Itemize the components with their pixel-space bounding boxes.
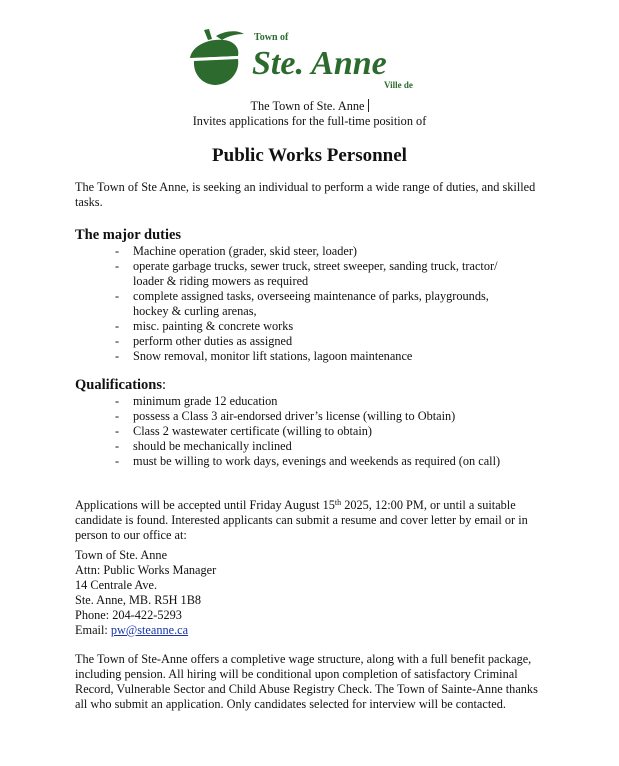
address-line: Ste. Anne, MB. R5H 1B8 [75,593,202,607]
email-link[interactable]: pw@steanne.ca [110,623,189,637]
qualifications-heading: Qualifications: [75,377,167,393]
duties-heading: The major duties [75,227,182,243]
phone-line: Phone: 204-422-5293 [75,608,182,622]
page-title: Public Works Personnel [212,145,407,166]
text-cursor [368,99,369,112]
town-logo [186,28,436,92]
list-item: - minimum grade 12 education [115,394,278,408]
logo-small-top: Town of [254,32,289,43]
list-item: - Machine operation (grader, skid steer, loader) [115,244,358,258]
header-line-2: Invites applications for the full-time position of [192,114,427,128]
email-line: Email: pw@steanne.ca [75,623,189,637]
list-item: - possess a Class 3 air-endorsed driver’s license (willing to Obtain) [115,409,456,423]
applications-paragraph: Applications will be accepted until Friday August 15th 2025, 12:00 PM, or until a suitable candidate is found. Interested applicants can submit a resume and cover letter by email or in person to our office at: [75,498,528,542]
qualifications-section [75,377,545,469]
list-item: - Class 2 wastewater certificate (willing to obtain) [115,424,373,438]
duties-section [75,227,545,364]
list-item: - must be willing to work days, evenings and weekends as required (on call) [115,454,501,468]
list-item: - perform other duties as assigned [115,334,293,348]
logo-main-text: Ste. Anne [252,45,387,82]
duties-list [75,244,530,364]
intro-paragraph: The Town of Ste Anne, is seeking an individual to perform a wide range of duties, and skilled tasks. [75,180,536,209]
address-line: Attn: Public Works Manager [75,563,217,577]
logo-small-bottom: Ville de [384,80,413,90]
list-item: - operate garbage trucks, sewer truck, street sweeper, sanding truck, tractor/ loader & riding mowers as required [115,259,498,288]
list-item: - complete assigned tasks, overseeing maintenance of parks, playgrounds, hockey & curling arenas, [115,289,489,318]
address-block [75,548,545,638]
list-item: - should be mechanically inclined [115,439,292,453]
header-line-1: The Town of Ste. Anne [0,99,619,114]
list-item: - Snow removal, monitor lift stations, lagoon maintenance [115,349,413,363]
address-line: Town of Ste. Anne [75,548,168,562]
list-item: - misc. painting & concrete works [115,319,294,333]
closing-paragraph: The Town of Ste-Anne offers a completive wage structure, along with a full benefit package, including pension. All hiring will be conditional upon completion of satisfactory Criminal Record, Vulnerable Sector and Child Abuse Registry Check. The Town of Sainte-Anne thanks all who submit an application. Only candidates selected for interview will be contacted. [75,652,538,711]
address-line: 14 Centrale Ave. [75,578,158,592]
acorn-icon [186,28,436,92]
qualifications-list [75,394,545,469]
